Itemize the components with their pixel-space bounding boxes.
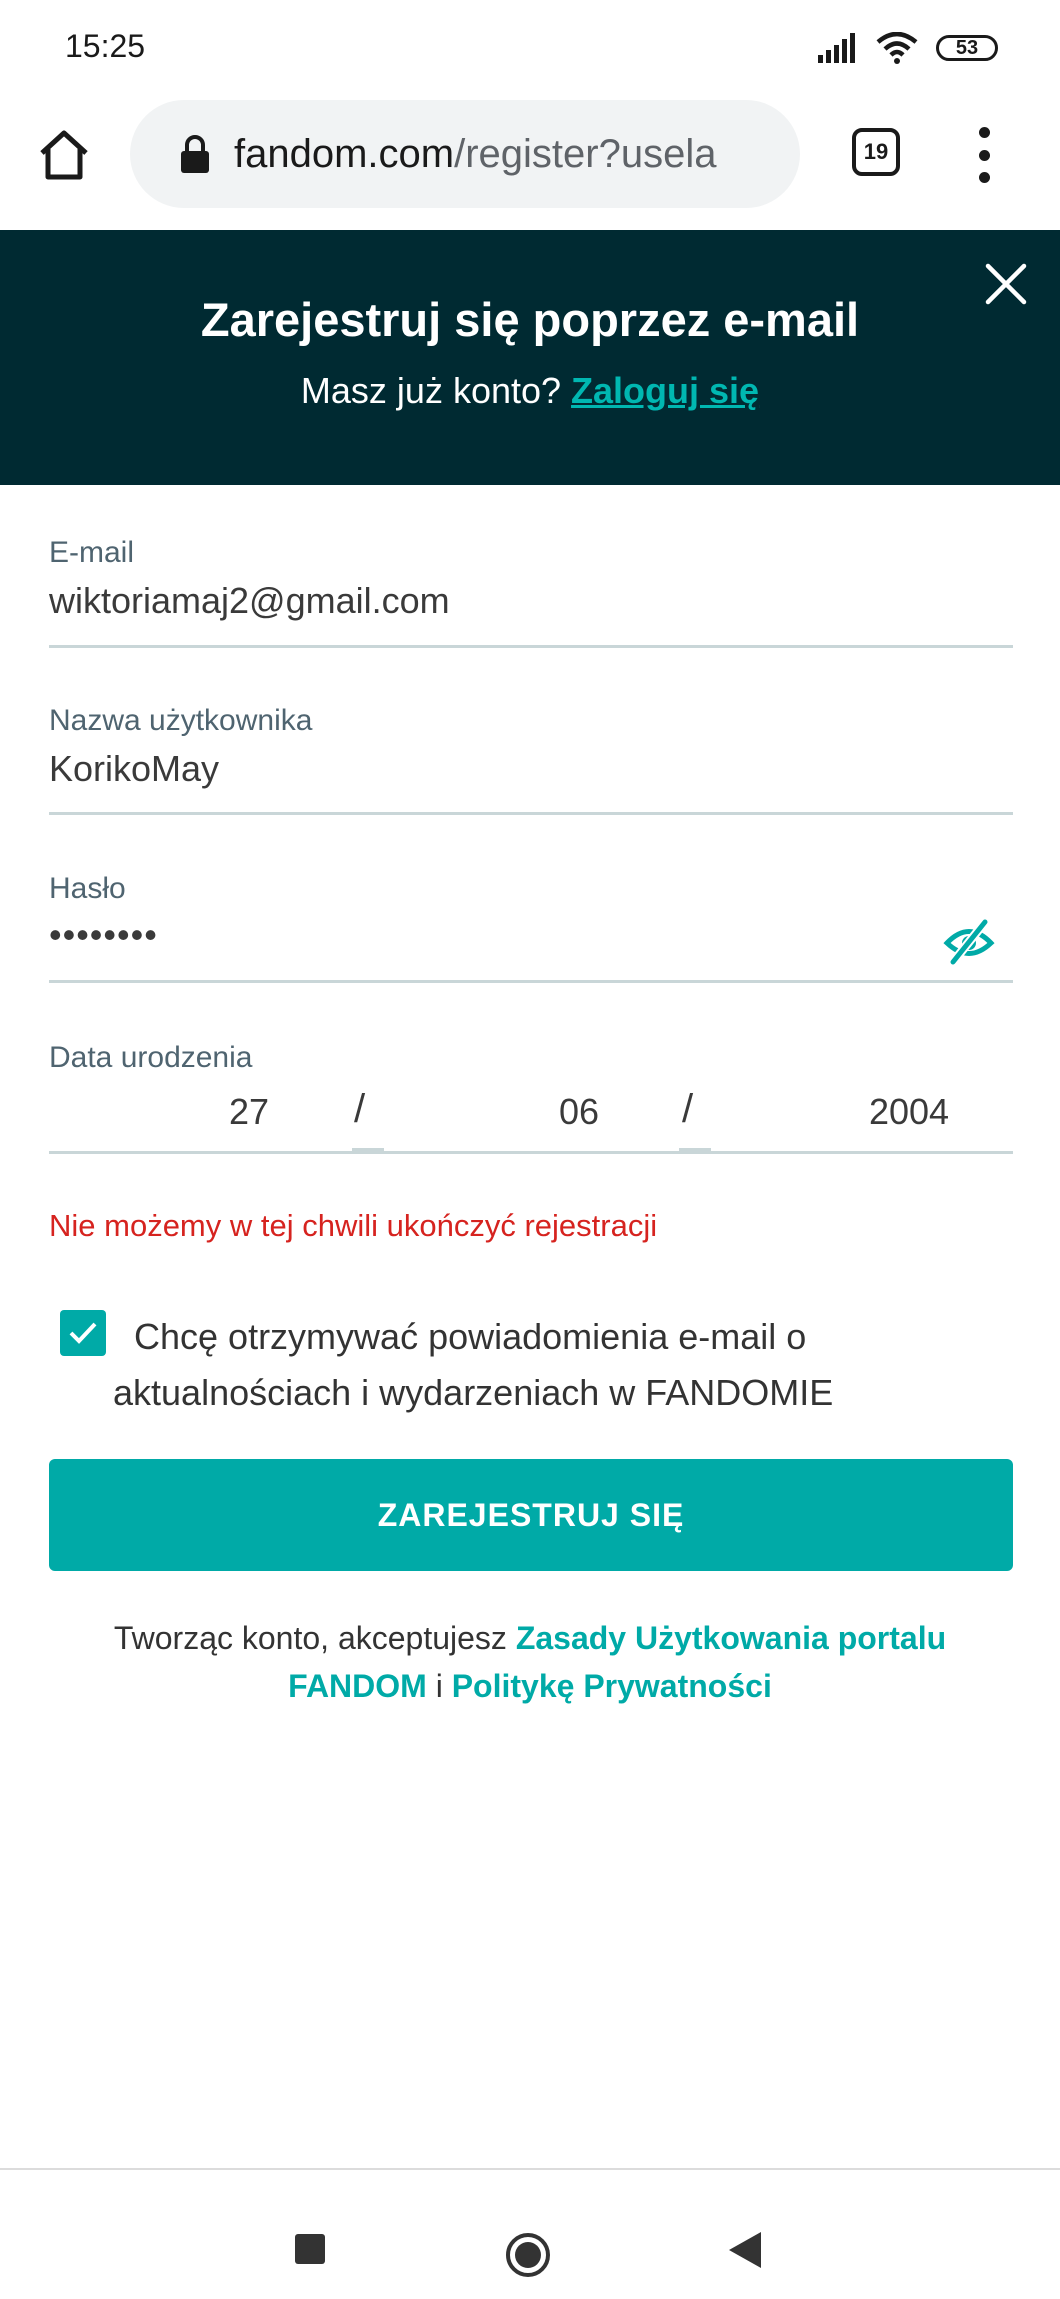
username-input[interactable]: KorikoMay bbox=[49, 748, 220, 789]
check-icon bbox=[67, 1319, 99, 1347]
terms-middle: i bbox=[426, 1668, 452, 1704]
tabs-button[interactable] bbox=[852, 128, 900, 176]
back-triangle-icon[interactable] bbox=[727, 2230, 763, 2270]
password-field[interactable] bbox=[49, 866, 1013, 983]
terms-prefix: Tworząc konto, akceptujesz bbox=[113, 1620, 516, 1656]
register-header bbox=[0, 230, 1060, 485]
password-input[interactable]: •••••••• bbox=[49, 914, 158, 955]
birthdate-field bbox=[49, 1035, 1013, 1154]
birthdate-separator: / bbox=[354, 1087, 366, 1131]
separator-underline bbox=[679, 1148, 711, 1151]
status-icons bbox=[818, 30, 998, 66]
more-vert-icon[interactable] bbox=[972, 127, 996, 183]
browser-toolbar bbox=[0, 95, 1060, 230]
system-nav-bar bbox=[0, 2168, 1060, 2299]
terms-of-use-link[interactable]: Zasady Użytkowania portalu FANDOM bbox=[288, 1620, 947, 1704]
login-prompt bbox=[0, 370, 1060, 412]
page-title: Zarejestruj się poprzez e-mail bbox=[200, 293, 860, 346]
url-domain: fandom.com bbox=[234, 131, 455, 176]
password-label: Hasło bbox=[49, 872, 126, 905]
status-bar bbox=[0, 0, 1060, 95]
newsletter-checkbox[interactable] bbox=[60, 1310, 106, 1356]
error-message: Nie możemy w tej chwili ukończyć rejestracji bbox=[49, 1208, 658, 1243]
status-time: 15:25 bbox=[65, 28, 146, 64]
square-icon[interactable] bbox=[295, 2234, 325, 2264]
home-icon bbox=[36, 127, 92, 183]
privacy-policy-link[interactable]: Politykę Prywatności bbox=[451, 1668, 772, 1704]
birthdate-label: Data urodzenia bbox=[49, 1041, 253, 1074]
battery-icon bbox=[936, 35, 998, 61]
login-prompt-text: Masz już konto? bbox=[300, 370, 572, 411]
signal-icon bbox=[818, 33, 858, 63]
email-field[interactable] bbox=[49, 530, 1013, 648]
birthdate-separator: / bbox=[682, 1087, 694, 1131]
wifi-icon bbox=[876, 32, 918, 64]
eye-off-icon[interactable] bbox=[943, 916, 995, 968]
circle-icon[interactable] bbox=[504, 2231, 552, 2279]
battery-level: 53 bbox=[955, 36, 979, 59]
birthdate-month[interactable]: 06 bbox=[558, 1091, 600, 1132]
consent-label-line2: aktualnościach i wydarzeniach w FANDOMIE bbox=[113, 1372, 834, 1413]
username-field[interactable] bbox=[49, 698, 1013, 815]
url-path: /register?usela bbox=[454, 131, 717, 176]
terms-text bbox=[60, 1614, 1000, 1710]
login-link[interactable]: Zaloguj się bbox=[571, 370, 760, 411]
email-input[interactable]: wiktoriamaj2@gmail.com bbox=[49, 580, 450, 621]
consent-label-line1: Chcę otrzymywać powiadomienia e-mail o bbox=[134, 1316, 807, 1357]
url-text bbox=[234, 132, 716, 177]
lock-icon bbox=[178, 134, 212, 174]
address-bar[interactable] bbox=[130, 100, 800, 208]
email-label: E-mail bbox=[49, 536, 135, 569]
birthdate-day[interactable]: 27 bbox=[228, 1091, 270, 1132]
home-button[interactable] bbox=[32, 123, 96, 187]
separator-underline bbox=[352, 1148, 384, 1151]
username-label: Nazwa użytkownika bbox=[49, 704, 313, 737]
register-button[interactable]: ZAREJESTRUJ SIĘ bbox=[49, 1459, 1013, 1571]
close-icon[interactable] bbox=[982, 260, 1030, 308]
birthdate-year[interactable]: 2004 bbox=[868, 1091, 950, 1132]
tab-count: 19 bbox=[863, 139, 889, 164]
